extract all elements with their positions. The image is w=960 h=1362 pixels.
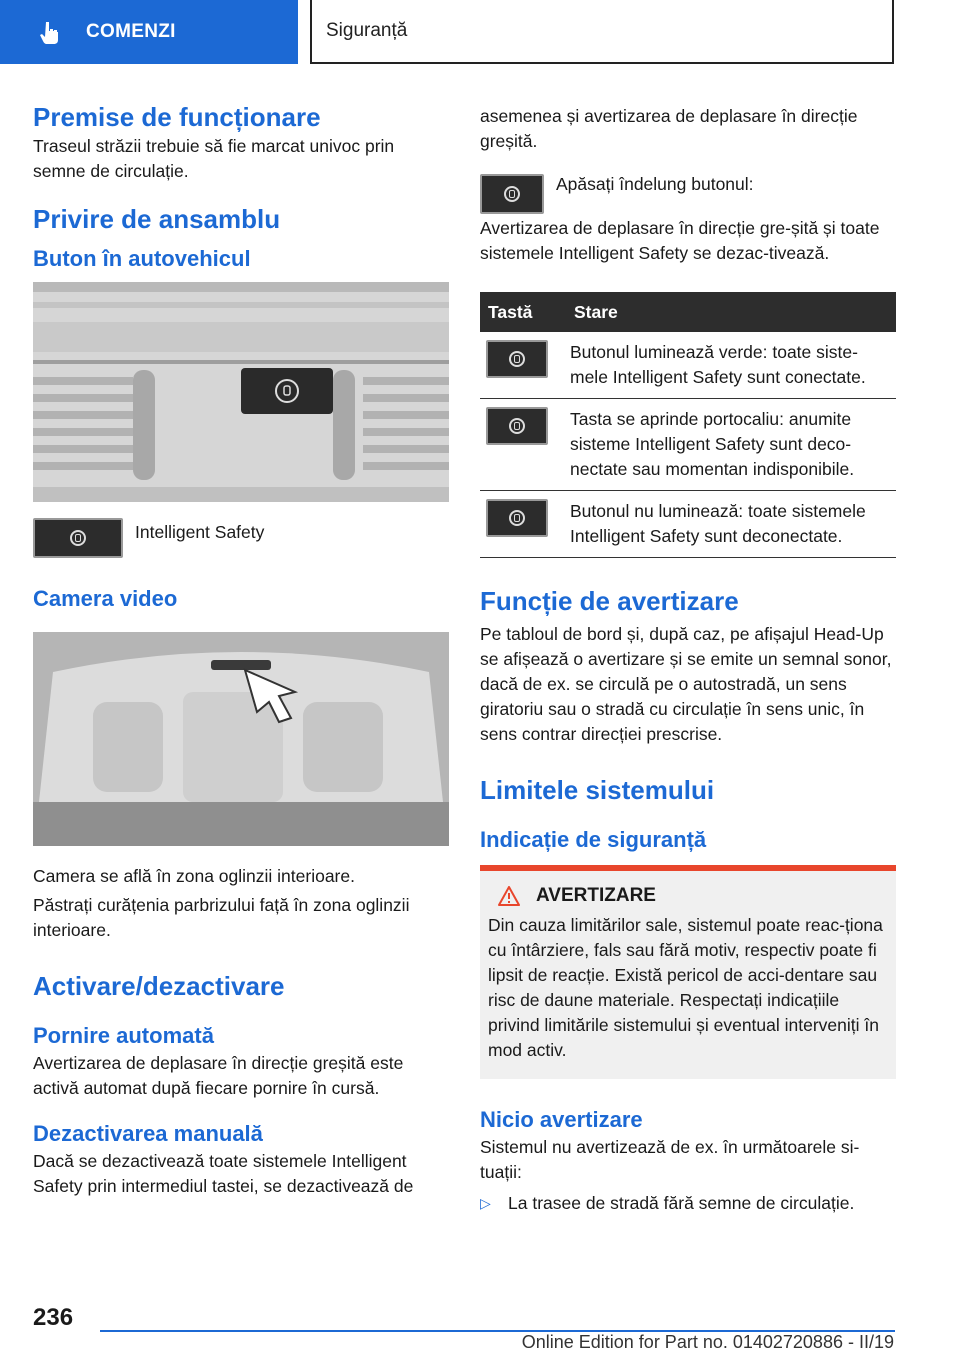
section-title: Siguranță [310,0,894,64]
edition-text: Online Edition for Part no. 01402720886 - II/19 [521,1332,894,1352]
heading-system-limits: Limitele sistemului [480,775,715,805]
text-no-warning: Sistemul nu avertizează de ex. în următoarele si-tuații: [480,1137,860,1182]
icon-caption: Intelligent Safety [135,522,265,542]
heading-auto-start: Pornire automată [33,1023,214,1048]
bullet-triangle-icon: ▷ [480,1195,491,1211]
table-cell-state: Butonul nu luminează: toate sistemele Intelligent Safety sunt deconectate. [566,491,896,558]
left-column [33,100,449,1199]
heading-premise: Premise de funcționare [33,102,321,132]
warning-text: Din cauza limitărilor sale, sistemul poate reac-ționa cu întârziere, fals sau fără motiv, respectiv poate fi lipsit de reacție. Există pericol de acci-dentare sau risc de daune materiale. Respectați indicațiile privind limitările sistemului și eventual interveniți în mod activ. [488,915,883,1060]
heading-camera: Camera video [33,586,178,611]
warning-triangle-icon [498,886,520,906]
dashboard-button-photo [33,282,449,502]
heading-warning-function: Funcție de avertizare [480,586,739,616]
intelligent-safety-button-icon [33,518,123,558]
text-camera-1: Camera se află în zona oglinzii interioare. [33,866,355,886]
text-continuation: asemenea și avertizarea de deplasare în direcție greșită. [480,106,858,151]
table-header-state: Stare [566,292,896,332]
table-header-key: Tastă [480,292,566,332]
page-footer [0,1290,960,1362]
intelligent-safety-button-icon [486,340,548,378]
text-camera-2: Păstrați curățenia parbrizului față în zona oglinzii interioare. [33,895,410,940]
camera-interior-photo [33,632,449,846]
table-cell-state: Tasta se aprinde portocaliu: anumite sisteme Intelligent Safety sunt deco-nectate sau momentan indisponibile. [566,399,896,491]
table-cell-state: Butonul luminează verde: toate siste-mele Intelligent Safety sunt conectate. [566,332,896,399]
heading-manual-off: Dezactivarea manuală [33,1121,263,1146]
intelligent-safety-button-icon [486,499,548,537]
chapter-tab[interactable] [0,0,298,64]
text-manual-off: Dacă se dezactivează toate sistemele Intelligent Safety prin intermediul tastei, se dezactivează de [33,1151,414,1196]
heading-no-warning: Nicio avertizare [480,1107,643,1132]
table-row [480,399,896,491]
press-line-1: Apăsați îndelung butonul: [556,174,754,194]
intelligent-safety-button-icon [486,407,548,445]
table-row [480,491,896,558]
button-legend [33,520,449,558]
chapter-tab-label: COMENZI [86,21,176,42]
hand-pointer-icon [38,20,62,44]
press-instruction [480,172,896,214]
table-row [480,332,896,399]
heading-overview: Privire de ansamblu [33,204,281,234]
intelligent-safety-button-icon [480,174,544,214]
text-auto-start: Avertizarea de deplasare în direcție greșită este activă automat după fiecare pornire în cursă. [33,1053,404,1098]
heading-safety-note: Indicație de siguranță [480,827,707,852]
heading-activation: Activare/dezactivare [33,971,285,1001]
text-premise: Traseul străzii trebuie să fie marcat univoc prin semne de circulație. [33,136,395,181]
bullet-text: La trasee de stradă fără semne de circulație. [508,1193,855,1213]
right-column [480,104,896,1216]
warning-title: AVERTIZARE [536,885,656,906]
page-number: 236 [33,1304,74,1331]
button-state-table [480,292,896,558]
text-warning-function: Pe tabloul de bord și, după caz, pe afișajul Head-Up se afișează o avertizare și se emite un semnal sonor, dacă de ex. se circulă pe o autostradă, un sens giratoriu sau o stradă cu circulație în sens unic, în sens contrar direcției prescrise. [480,624,892,744]
list-item [480,1191,896,1216]
warning-box [480,865,896,1079]
heading-button: Buton în autovehicul [33,246,251,271]
press-line-2: Avertizarea de deplasare în direcție gre-șită și toate sistemele Intelligent Safety se dezac-tivează. [480,218,880,263]
